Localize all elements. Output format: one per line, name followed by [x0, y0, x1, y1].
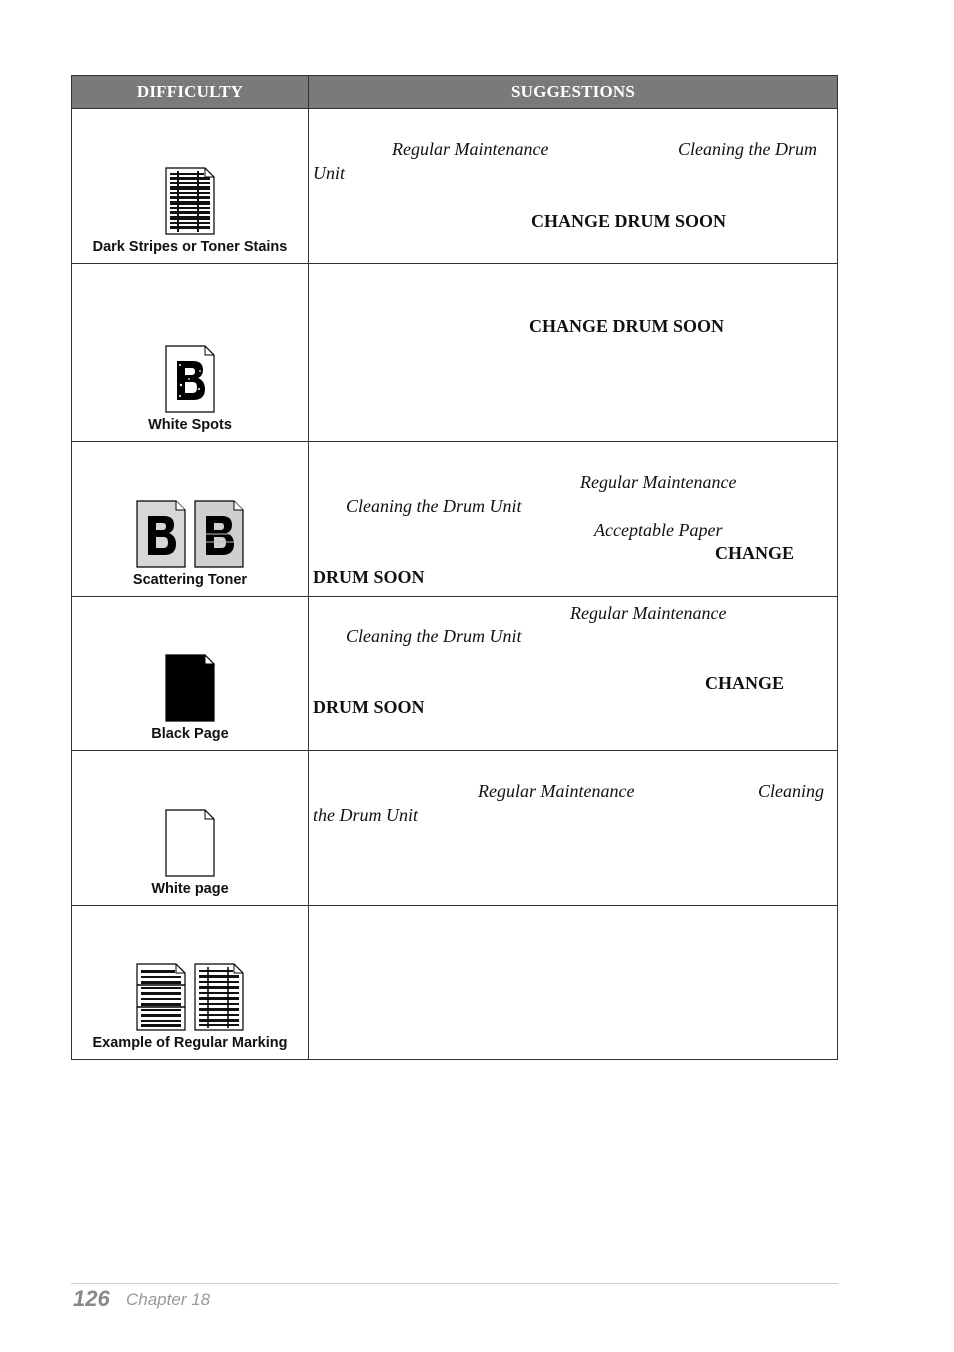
message-drum-soon: DRUM SOON — [313, 567, 425, 587]
difficulty-cell — [72, 264, 309, 442]
difficulty-cell — [72, 597, 309, 751]
table-row — [72, 906, 838, 1060]
ref-cleaning-drum-unit: Cleaning the Drum Unit — [346, 626, 522, 646]
chapter-label: Chapter 18 — [126, 1290, 211, 1309]
white-spots-page-icon — [165, 345, 215, 413]
difficulty-label: Example of Regular Marking — [92, 1035, 288, 1051]
table-row — [72, 264, 838, 442]
difficulty-label: Scattering Toner — [132, 572, 248, 588]
black-page-icon — [165, 654, 215, 722]
header-suggestions: SUGGESTIONS — [309, 76, 838, 109]
suggestion-cell — [309, 109, 838, 264]
suggestion-cell — [309, 597, 838, 751]
dark-stripes-page-icon — [165, 167, 215, 235]
message-drum-soon: DRUM SOON — [313, 697, 425, 717]
message-change-drum-soon: CHANGE DRUM SOON — [529, 316, 725, 336]
ref-regular-maintenance: Regular Maintenance — [570, 603, 727, 623]
difficulty-label: White page — [151, 881, 229, 897]
ref-regular-maintenance: Regular Maintenance — [392, 139, 549, 159]
table-row — [72, 109, 838, 264]
difficulty-cell — [72, 906, 309, 1060]
difficulty-label: Black Page — [151, 726, 229, 742]
footer-divider — [71, 1283, 838, 1284]
table-header-row — [72, 76, 838, 109]
difficulty-label: Dark Stripes or Toner Stains — [92, 239, 288, 255]
page-number: 126 — [73, 1286, 110, 1311]
ref-cleaning: Cleaning — [758, 781, 824, 801]
suggestion-cell — [309, 442, 838, 597]
difficulty-label: White Spots — [148, 417, 232, 433]
ref-the-drum-unit: the Drum Unit — [313, 805, 418, 825]
message-change: CHANGE — [715, 543, 795, 563]
suggestion-cell — [309, 906, 838, 1060]
scattering-toner-page-icon — [136, 500, 186, 568]
ref-regular-maintenance: Regular Maintenance — [580, 472, 737, 492]
difficulty-cell — [72, 109, 309, 264]
header-difficulty: DIFFICULTY — [72, 76, 309, 109]
ref-acceptable-paper: Acceptable Paper — [594, 520, 723, 540]
troubleshooting-table — [71, 75, 838, 1060]
table-row — [72, 751, 838, 906]
regular-marking-page-icon — [136, 963, 186, 1031]
difficulty-cell — [72, 751, 309, 906]
ref-unit: Unit — [313, 163, 346, 183]
ref-regular-maintenance: Regular Maintenance — [478, 781, 635, 801]
suggestion-cell — [309, 751, 838, 906]
suggestion-cell — [309, 264, 838, 442]
scattering-toner-page-icon — [194, 500, 244, 568]
message-change: CHANGE — [705, 673, 785, 693]
table-row — [72, 442, 838, 597]
ref-cleaning-drum-unit: Cleaning the Drum Unit — [346, 496, 522, 516]
white-page-icon — [165, 809, 215, 877]
difficulty-cell — [72, 442, 309, 597]
message-change-drum-soon: CHANGE DRUM SOON — [531, 211, 727, 231]
table-row — [72, 597, 838, 751]
regular-marking-page-icon — [194, 963, 244, 1031]
ref-cleaning-drum: Cleaning the Drum — [678, 139, 817, 159]
